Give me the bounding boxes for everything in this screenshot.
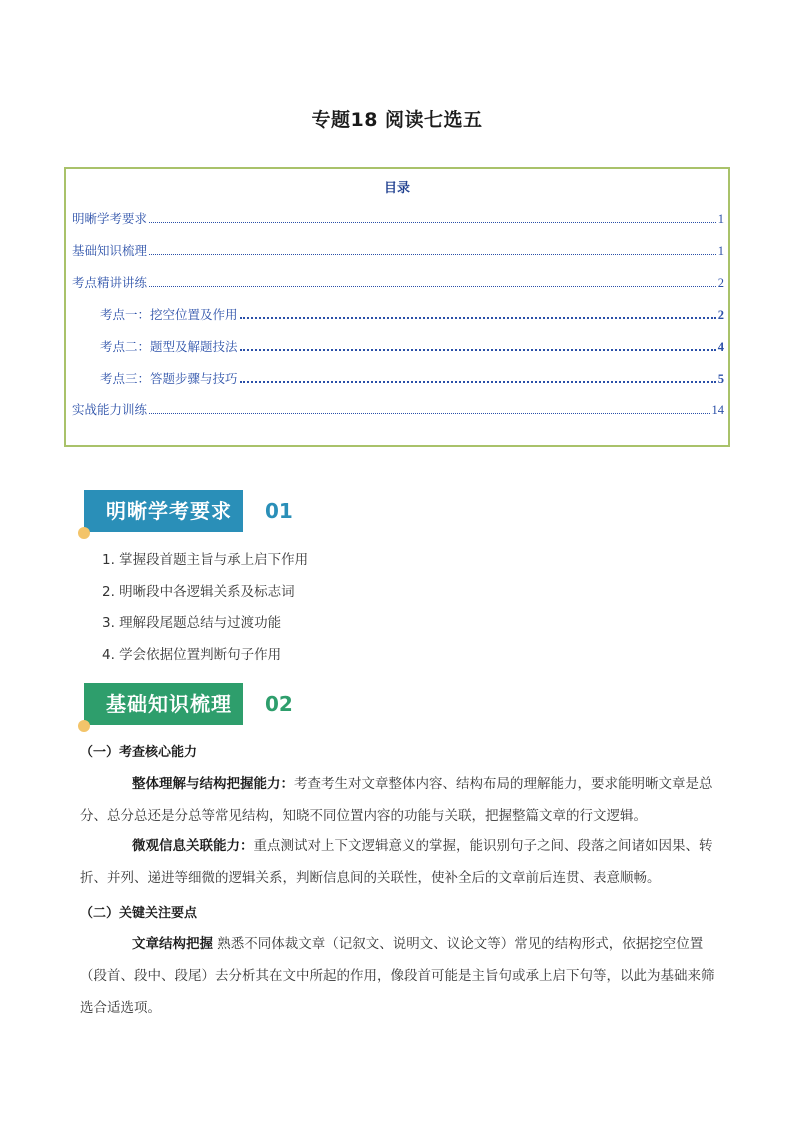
document-title: 专题18 阅读七选五 — [311, 109, 483, 131]
paragraph — [80, 928, 720, 1024]
toc-entry-page: 2 — [717, 308, 724, 322]
toc-entry[interactable] — [100, 337, 724, 355]
banner-number: 01 — [243, 490, 311, 532]
toc-leader-dots — [149, 254, 716, 255]
paragraph-body: 重点测试对上下文逻辑意义的掌握，能识别句子之间、段落之间诸如因果、转折、并列、递进等细微的逻辑关系，判断信息间的关联性，使补全后的文章前后连贯、表意顺畅。 — [80, 838, 713, 886]
toc-heading: 目录 — [383, 181, 410, 196]
banner-dot-decoration — [78, 720, 90, 732]
toc-leader-dots — [240, 317, 716, 319]
section-banner-basics — [78, 683, 318, 729]
toc-entry-page: 1 — [717, 244, 724, 258]
paragraph-lead: 整体理解与结构把握能力： — [132, 776, 294, 792]
subsection-heading: （一）考查核心能力 — [80, 745, 198, 760]
list-item: 4. 学会依据位置判断句子作用 — [102, 646, 282, 663]
paragraph-lead: 文章结构把握 — [132, 936, 213, 952]
toc-entry-page: 1 — [717, 212, 724, 226]
toc-entry-label: 明晰学考要求 — [72, 211, 148, 226]
list-item: 2. 明晰段中各逻辑关系及标志词 — [102, 583, 295, 600]
toc-entry-label: 实战能力训练 — [72, 402, 148, 417]
requirements-list — [102, 549, 308, 675]
toc-leader-dots — [149, 286, 716, 287]
banner-title: 基础知识梳理 — [84, 683, 268, 725]
toc-entry-page: 5 — [717, 372, 724, 386]
section-banner-requirements — [78, 490, 318, 536]
toc-entry[interactable] — [100, 305, 724, 323]
paragraph — [80, 768, 720, 832]
paragraph-lead: 微观信息关联能力： — [132, 838, 254, 854]
subsection-heading: （二）关键关注要点 — [80, 906, 198, 921]
toc-entry-page: 2 — [717, 276, 724, 290]
toc-entry[interactable] — [72, 273, 724, 291]
list-item: 3. 理解段尾题总结与过渡功能 — [102, 615, 282, 631]
toc-entry-page: 14 — [711, 403, 724, 417]
toc-entry-label: 考点二：题型及解题技法 — [100, 339, 238, 354]
toc-leader-dots — [149, 413, 709, 414]
toc-leader-dots — [240, 381, 716, 383]
paragraph-body: 熟悉不同体裁文章（记叙文、说明文、议论文等）常见的结构形式，依据挖空位置（段首、段中、段尾）去分析其在文中所起的作用，像段首可能是主旨句或承上启下句等，以此为基础来筛选合适选项。 — [80, 936, 715, 1016]
toc-leader-dots — [149, 222, 716, 223]
toc-entry[interactable] — [100, 369, 724, 387]
toc-entry[interactable] — [72, 241, 724, 259]
toc-entry-page: 4 — [717, 340, 724, 354]
list-item: 1. 掌握段首题主旨与承上启下作用 — [102, 552, 309, 568]
banner-title: 明晰学考要求 — [84, 490, 268, 532]
toc-entry-label: 考点一：挖空位置及作用 — [100, 307, 238, 322]
paragraph — [80, 830, 720, 894]
table-of-contents — [64, 167, 730, 447]
toc-entry-label: 考点精讲讲练 — [72, 275, 148, 290]
toc-leader-dots — [240, 349, 716, 351]
toc-entry[interactable] — [72, 400, 724, 418]
banner-dot-decoration — [78, 527, 90, 539]
toc-entry-label: 基础知识梳理 — [72, 243, 148, 258]
paragraph-body: 考查考生对文章整体内容、结构布局的理解能力，要求能明晰文章是总分、总分总还是分总等常见结构，知晓不同位置内容的功能与关联，把握整篇文章的行文逻辑。 — [80, 776, 713, 824]
banner-number: 02 — [243, 683, 311, 725]
toc-entry[interactable] — [72, 209, 724, 227]
toc-entry-label: 考点三：答题步骤与技巧 — [100, 371, 238, 386]
